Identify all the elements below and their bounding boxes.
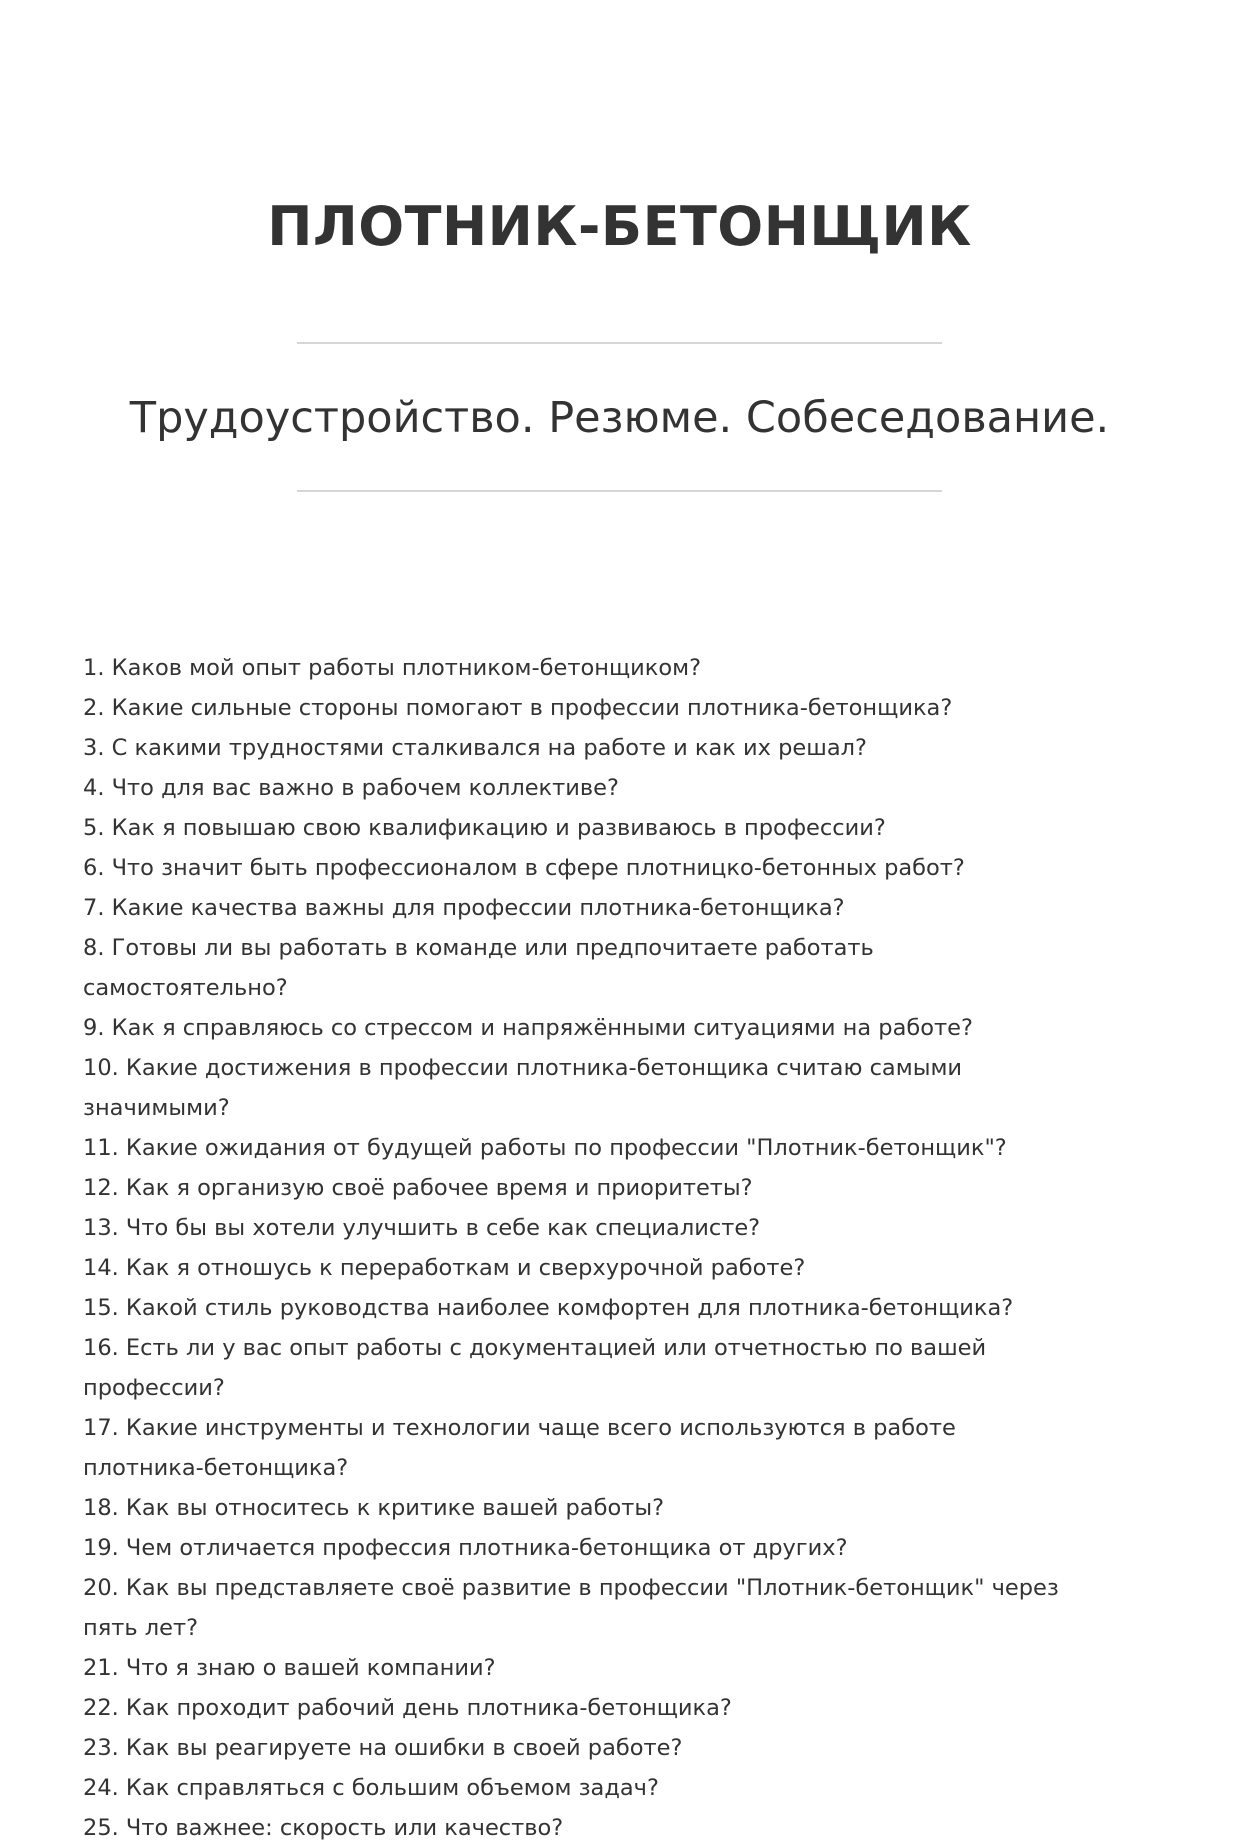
question-item: 10. Какие достижения в профессии плотника-бетонщика считаю самыми значимыми? xyxy=(83,1055,963,1121)
question-item: 25. Что важнее: скорость или качество? xyxy=(83,1815,564,1841)
question-item: 18. Как вы относитесь к критике вашей работы? xyxy=(83,1495,665,1521)
question-item: 21. Что я знаю о вашей компании? xyxy=(83,1655,496,1681)
question-item: 9. Как я справляюсь со стрессом и напряжёнными ситуациями на работе? xyxy=(83,1015,973,1041)
question-list xyxy=(83,648,1083,1848)
divider-top xyxy=(297,342,942,344)
question-item: 13. Что бы вы хотели улучшить в себе как специалисте? xyxy=(83,1215,761,1241)
question-item: 3. С какими трудностями сталкивался на работе и как их решал? xyxy=(83,735,867,761)
question-item: 2. Какие сильные стороны помогают в профессии плотника-бетонщика? xyxy=(83,695,953,721)
page-title: ПЛОТНИК-БЕТОНЩИК xyxy=(267,195,972,258)
question-item: 23. Как вы реагируете на ошибки в своей работе? xyxy=(83,1735,683,1761)
question-item: 19. Чем отличается профессия плотника-бетонщика от других? xyxy=(83,1535,848,1561)
question-item: 24. Как справляться с большим объемом задач? xyxy=(83,1775,659,1801)
question-item: 6. Что значит быть профессионалом в сфере плотницко-бетонных работ? xyxy=(83,855,965,881)
question-item: 17. Какие инструменты и технологии чаще всего используются в работе плотника-бетонщика? xyxy=(83,1415,956,1481)
question-item: 1. Каков мой опыт работы плотником-бетонщиком? xyxy=(83,655,702,681)
page-subtitle: Трудоустройство. Резюме. Собеседование. xyxy=(129,393,1110,443)
question-item: 15. Какой стиль руководства наиболее комфортен для плотника-бетонщика? xyxy=(83,1295,1014,1321)
question-item: 8. Готовы ли вы работать в команде или предпочитаете работать самостоятельно? xyxy=(83,935,874,1001)
question-item: 20. Как вы представляете своё развитие в профессии "Плотник-бетонщик" через пять лет? xyxy=(83,1575,1059,1641)
question-item: 11. Какие ожидания от будущей работы по профессии "Плотник-бетонщик"? xyxy=(83,1135,1007,1161)
question-item: 5. Как я повышаю свою квалификацию и развиваюсь в профессии? xyxy=(83,815,886,841)
question-item: 14. Как я отношусь к переработкам и сверхурочной работе? xyxy=(83,1255,806,1281)
question-item: 7. Какие качества важны для профессии плотника-бетонщика? xyxy=(83,895,845,921)
question-item: 16. Есть ли у вас опыт работы с документацией или отчетностью по вашей профессии? xyxy=(83,1335,987,1401)
question-item: 12. Как я организую своё рабочее время и приоритеты? xyxy=(83,1175,753,1201)
divider-bottom xyxy=(297,490,942,492)
question-item: 4. Что для вас важно в рабочем коллективе? xyxy=(83,775,619,801)
question-item: 22. Как проходит рабочий день плотника-бетонщика? xyxy=(83,1695,732,1721)
